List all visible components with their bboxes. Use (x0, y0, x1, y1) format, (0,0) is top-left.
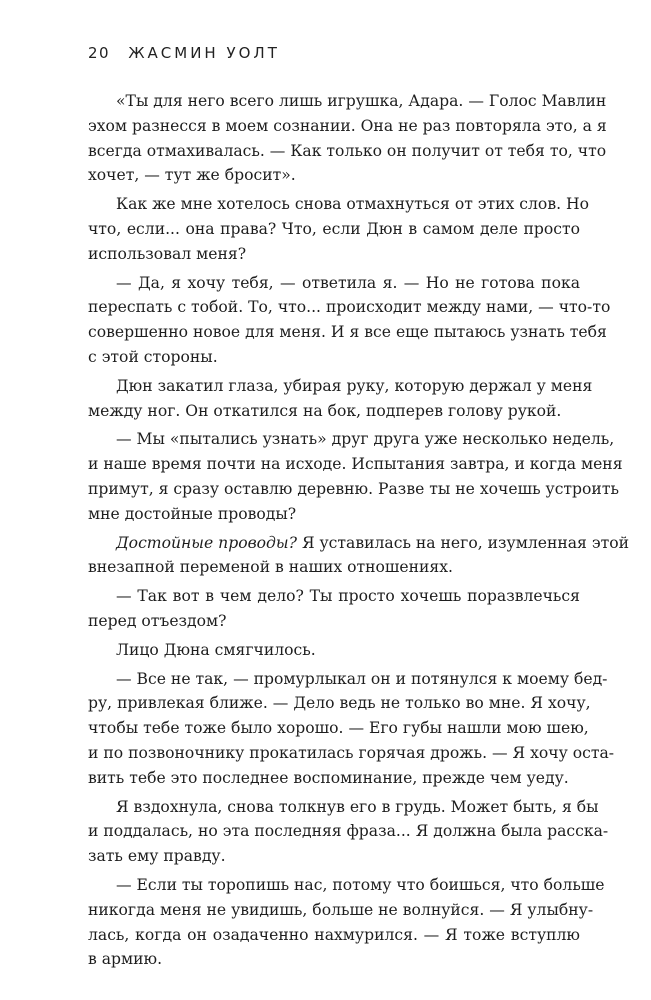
paragraph (88, 89, 607, 188)
text-line: переспать с тобой. То, что... происходит между нами, — что-то (88, 298, 611, 317)
text-line (88, 531, 629, 556)
text-line: мне достойные проводы? (88, 504, 297, 523)
text-line: что, если... она права? Что, если Дюн в самом деле просто (88, 219, 580, 238)
text-line: всегда отмахивалась. — Как только он получит от тебя то, что (88, 141, 607, 160)
text-line: совершенно новое для меня. И я все еще пытаюсь узнать тебя (88, 323, 607, 342)
text-line: перед отъездом? (88, 611, 227, 630)
text-line: и поддалась, но эта последняя фраза... Я должна была расска- (88, 822, 609, 841)
text-line: зать ему правду. (88, 847, 226, 866)
text-line: — Мы «пытались узнать» друг друга уже несколько недель, (116, 430, 615, 449)
text-line: эхом разнесся в моем сознании. Она не раз повторяла это, а я (88, 116, 607, 135)
text-line: с этой стороны. (88, 347, 218, 366)
paragraph (88, 192, 589, 266)
line-text: Я уставилась на него, изумленная этой (297, 533, 629, 552)
running-head (88, 44, 580, 62)
page-number: 20 (88, 44, 111, 62)
body-text (88, 89, 629, 972)
text-line: — Да, я хочу тебя, — ответила я. — Но не готова пока (116, 273, 580, 292)
text-line: и по позвоночнику прокатилась горячая дрожь. — Я хочу оста- (88, 743, 615, 762)
text-line: использовал меня? (88, 244, 247, 263)
paragraph (88, 584, 580, 634)
paragraph (88, 638, 580, 663)
text-line: чтобы тебе тоже было хорошо. — Его губы нашли мою шею, (88, 719, 589, 738)
text-line: примут, я сразу оставлю деревню. Разве ты не хочешь устроить (88, 479, 619, 498)
text-line: Дюн закатил глаза, убирая руку, которую держал у меня (116, 376, 593, 395)
author-name: ЖАСМИН УОЛТ (128, 44, 280, 62)
text-line: лась, когда он озадаченно нахмурился. — Я тоже вступлю (88, 925, 580, 944)
paragraph (88, 873, 605, 972)
text-line: Как же мне хотелось снова отмахнуться от этих слов. Но (116, 195, 589, 214)
text-line: ру, привлекая ближе. — Дело ведь не только во мне. Я хочу, (88, 694, 591, 713)
text-line: и наше время почти на исходе. Испытания завтра, и когда меня (88, 455, 623, 474)
paragraph (88, 795, 609, 869)
text-line: хочет, — тут же бросит». (88, 166, 296, 185)
text-line: — Если ты торопишь нас, потому что боишься, что больше (116, 875, 605, 894)
paragraph (88, 374, 593, 424)
text-line: «Ты для него всего лишь игрушка, Адара. — Голос Мавлин (116, 92, 607, 110)
paragraph (88, 667, 615, 791)
text-line: — Все не так, — промурлыкал он и потянулся к моему бед- (116, 669, 608, 688)
text-line: Я вздохнула, снова толкнув его в грудь. Может быть, я бы (116, 797, 599, 816)
text-line: — Так вот в чем дело? Ты просто хочешь поразвлечься (116, 587, 580, 606)
paragraph (88, 271, 611, 370)
paragraph (88, 531, 629, 581)
text-line: между ног. Он откатился на бок, подперев голову рукой. (88, 401, 562, 420)
book-page (88, 44, 629, 972)
italic-phrase: Достойные проводы? (116, 533, 297, 552)
text-line: внезапной переменой в наших отношениях. (88, 558, 454, 577)
text-line: Лицо Дюна смягчилось. (116, 640, 316, 659)
text-line: в армию. (88, 950, 163, 969)
text-line: вить тебе это последнее воспоминание, прежде чем уеду. (88, 768, 569, 787)
paragraph (88, 427, 623, 526)
text-line: никогда меня не увидишь, больше не волнуйся. — Я улыбну- (88, 900, 594, 919)
